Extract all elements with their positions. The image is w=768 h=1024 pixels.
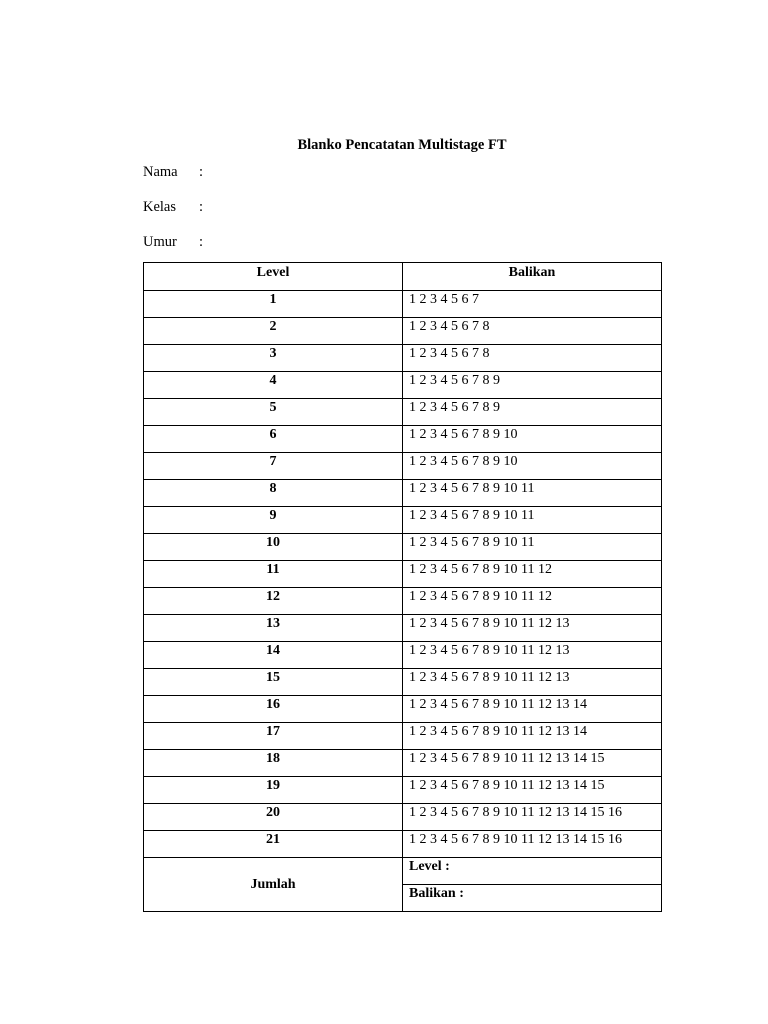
balikan-cell: 1 2 3 4 5 6 7 8 9 xyxy=(403,399,662,426)
table-row xyxy=(144,291,662,318)
field-umur xyxy=(143,234,203,251)
field-nama-label: Nama xyxy=(143,164,178,180)
field-umur-label: Umur xyxy=(143,234,177,250)
table-row xyxy=(144,372,662,399)
page-title: Blanko Pencatatan Multistage FT xyxy=(297,137,507,153)
summary-level: Level : xyxy=(403,858,662,885)
level-cell: 8 xyxy=(144,480,403,507)
table-row xyxy=(144,399,662,426)
table-row xyxy=(144,804,662,831)
balikan-cell: 1 2 3 4 5 6 7 8 9 10 xyxy=(403,453,662,480)
table-row xyxy=(144,615,662,642)
balikan-cell: 1 2 3 4 5 6 7 8 9 10 11 12 13 xyxy=(403,669,662,696)
balikan-cell: 1 2 3 4 5 6 7 8 9 10 11 12 13 xyxy=(403,615,662,642)
balikan-cell: 1 2 3 4 5 6 7 8 xyxy=(403,345,662,372)
balikan-cell: 1 2 3 4 5 6 7 8 9 xyxy=(403,372,662,399)
level-cell: 14 xyxy=(144,642,403,669)
level-cell: 12 xyxy=(144,588,403,615)
balikan-cell: 1 2 3 4 5 6 7 8 9 10 xyxy=(403,426,662,453)
level-cell: 6 xyxy=(144,426,403,453)
balikan-cell: 1 2 3 4 5 6 7 8 9 10 11 12 13 14 15 xyxy=(403,750,662,777)
balikan-cell: 1 2 3 4 5 6 7 8 9 10 11 12 13 14 15 16 xyxy=(403,831,662,858)
field-umur-colon: : xyxy=(199,234,204,250)
summary-jumlah: Jumlah xyxy=(144,858,403,912)
header-level: Level xyxy=(144,263,403,291)
table-row xyxy=(144,534,662,561)
table-row xyxy=(144,507,662,534)
balikan-cell: 1 2 3 4 5 6 7 8 9 10 11 12 13 xyxy=(403,642,662,669)
level-cell: 7 xyxy=(144,453,403,480)
level-cell: 3 xyxy=(144,345,403,372)
level-cell: 15 xyxy=(144,669,403,696)
summary-row-level xyxy=(144,858,662,885)
level-cell: 16 xyxy=(144,696,403,723)
table-row xyxy=(144,777,662,804)
multistage-table xyxy=(143,262,662,912)
level-cell: 5 xyxy=(144,399,403,426)
level-cell: 19 xyxy=(144,777,403,804)
field-nama-colon: : xyxy=(199,164,204,180)
level-cell: 2 xyxy=(144,318,403,345)
level-cell: 11 xyxy=(144,561,403,588)
table-header-row xyxy=(144,263,662,291)
table-row xyxy=(144,480,662,507)
balikan-cell: 1 2 3 4 5 6 7 xyxy=(403,291,662,318)
table-row xyxy=(144,318,662,345)
level-cell: 10 xyxy=(144,534,403,561)
header-balikan: Balikan xyxy=(403,263,662,291)
field-kelas-label: Kelas xyxy=(143,199,177,215)
field-kelas-colon: : xyxy=(199,199,204,215)
table-row xyxy=(144,696,662,723)
balikan-cell: 1 2 3 4 5 6 7 8 xyxy=(403,318,662,345)
table-row xyxy=(144,453,662,480)
level-cell: 17 xyxy=(144,723,403,750)
table-row xyxy=(144,723,662,750)
field-kelas xyxy=(143,199,203,216)
summary-balikan: Balikan : xyxy=(403,885,662,912)
balikan-cell: 1 2 3 4 5 6 7 8 9 10 11 xyxy=(403,534,662,561)
table-row xyxy=(144,642,662,669)
balikan-cell: 1 2 3 4 5 6 7 8 9 10 11 12 13 14 xyxy=(403,723,662,750)
table-row xyxy=(144,426,662,453)
table-row xyxy=(144,750,662,777)
level-cell: 18 xyxy=(144,750,403,777)
table-row xyxy=(144,669,662,696)
table-row xyxy=(144,831,662,858)
balikan-cell: 1 2 3 4 5 6 7 8 9 10 11 xyxy=(403,507,662,534)
field-nama xyxy=(143,164,203,181)
level-cell: 9 xyxy=(144,507,403,534)
table-body xyxy=(144,291,662,858)
balikan-cell: 1 2 3 4 5 6 7 8 9 10 11 12 xyxy=(403,561,662,588)
balikan-cell: 1 2 3 4 5 6 7 8 9 10 11 12 xyxy=(403,588,662,615)
balikan-cell: 1 2 3 4 5 6 7 8 9 10 11 xyxy=(403,480,662,507)
balikan-cell: 1 2 3 4 5 6 7 8 9 10 11 12 13 14 xyxy=(403,696,662,723)
level-cell: 1 xyxy=(144,291,403,318)
table-row xyxy=(144,345,662,372)
balikan-cell: 1 2 3 4 5 6 7 8 9 10 11 12 13 14 15 xyxy=(403,777,662,804)
table-row xyxy=(144,588,662,615)
level-cell: 20 xyxy=(144,804,403,831)
balikan-cell: 1 2 3 4 5 6 7 8 9 10 11 12 13 14 15 16 xyxy=(403,804,662,831)
level-cell: 4 xyxy=(144,372,403,399)
level-cell: 13 xyxy=(144,615,403,642)
table-row xyxy=(144,561,662,588)
level-cell: 21 xyxy=(144,831,403,858)
